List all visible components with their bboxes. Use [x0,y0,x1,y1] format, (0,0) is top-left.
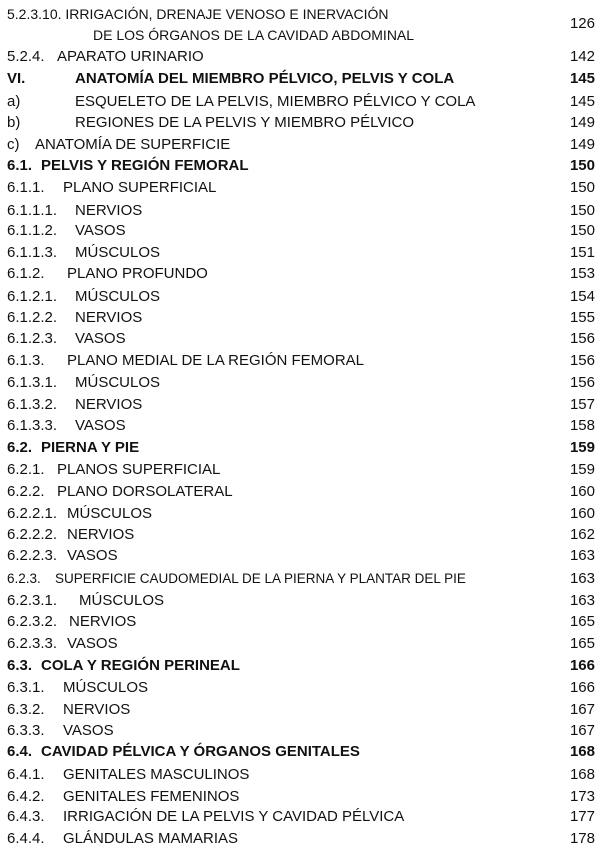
toc-entry-number: 6.4. [7,742,33,760]
toc-entry-number: 5.2.3.10. [7,6,62,22]
toc-entry-title: NERVIOS [75,308,143,326]
toc-entry-title: IRRIGACIÓN DE LA PELVIS Y CAVIDAD PÉLVICA [63,807,405,825]
toc-entry-number: a) [7,92,21,110]
toc-entry-number: 6.1.1. [7,178,45,196]
toc-entry-page: 158 [569,416,595,434]
toc-entry-number: 6.2.2. [7,482,45,500]
toc-entry-title: IRRIGACIÓN, DRENAJE VENOSO E INERVACIÓN [65,6,389,22]
toc-entry-page: 150 [569,221,595,239]
toc-entry-title: NERVIOS [67,525,135,543]
toc-entry-page: 173 [569,787,595,805]
toc-entry-title: PLANO PROFUNDO [67,264,208,282]
toc-entry [7,633,595,653]
toc-entry-title: PIERNA Y PIE [41,438,140,456]
toc-entry-title: NERVIOS [69,612,137,630]
toc-entry-number: 5.2.4. [7,47,45,65]
toc-entry-number: 6.2.3.2. [7,612,58,630]
toc-entry-number: 6.2.3.3. [7,634,58,652]
toc-entry [7,155,595,175]
toc-entry [7,437,595,457]
toc-entry-page: 142 [569,47,595,65]
toc-entry-title: PELVIS Y REGIÓN FEMORAL [41,156,249,174]
toc-entry-title: NERVIOS [63,700,131,718]
toc-entry-page: 160 [569,504,595,522]
toc-entry-title: MÚSCULOS [75,243,161,261]
toc-entry-line-1 [7,4,595,25]
toc-entry-number: 6.1.1.3. [7,243,58,261]
toc-entry [7,307,595,327]
toc-entry-number: 6.4.2. [7,787,45,805]
toc-entry [7,590,595,610]
toc-entry-number: 6.3.2. [7,700,45,718]
toc-entry-page: 150 [569,178,595,196]
toc-entry [7,112,595,132]
toc-entry-page: 160 [569,482,595,500]
toc-entry [7,372,595,392]
toc-entry-title: APARATO URINARIO [57,47,204,65]
toc-entry-page: 167 [569,700,595,718]
toc-entry-title: NERVIOS [75,395,143,413]
toc-entry-page: 156 [569,351,595,369]
toc-entry-page: 145 [569,92,595,110]
toc-entry-page: 159 [569,460,595,478]
toc-entry-page: 149 [569,135,595,153]
toc-entry [7,328,595,348]
toc-entry [7,68,595,88]
toc-entry-title: GENITALES MASCULINOS [63,765,250,783]
toc-entry [7,568,595,588]
toc-entry-title: VASOS [75,416,126,434]
toc-entry-number: 6.1.2. [7,264,45,282]
toc-entry-page: 162 [569,525,595,543]
toc-entry-page: 156 [569,373,595,391]
toc-entry-title: ANATOMÍA DE SUPERFICIE [35,135,231,153]
toc-entry [7,699,595,719]
toc-entry-line-2: DE LOS ÓRGANOS DE LA CAVIDAD ABDOMINAL [93,27,415,43]
toc-entry-title: MÚSCULOS [75,287,161,305]
toc-entry-number: 6.4.1. [7,765,45,783]
toc-entry-page: 165 [569,612,595,630]
toc-entry-page: 178 [569,829,595,847]
toc-entry [7,177,595,197]
toc-entry-number: 6.1.2.2. [7,308,58,326]
toc-entry [7,459,595,479]
toc-entry-page: 150 [569,201,595,219]
toc-entry-page: 149 [569,113,595,131]
toc-entry-page: 126 [569,15,595,32]
toc-entry-page: 163 [569,569,595,587]
toc-entry-number: 6.1.2.1. [7,287,58,305]
toc-entry-title: ANATOMÍA DEL MIEMBRO PÉLVICO, PELVIS Y COLA [75,69,455,87]
toc-entry [7,134,595,154]
toc-entry [7,415,595,435]
toc-entry-number: c) [7,135,20,153]
toc-entry [7,655,595,675]
toc-entry-page: 159 [569,438,595,456]
toc-entry-number: 6.3. [7,656,33,674]
toc-entry-number: 6.3.1. [7,678,45,696]
toc-entry-page: 150 [569,156,595,174]
toc-entry [7,764,595,784]
toc-entry-number: 6.4.4. [7,829,45,847]
toc-entry [7,200,595,220]
toc-entry-number: VI. [7,69,26,87]
toc-entry-title: VASOS [67,546,118,564]
toc-entry-page: 167 [569,721,595,739]
toc-entry-title: VASOS [67,634,118,652]
toc-entry-title: PLANO DORSOLATERAL [57,482,233,500]
toc-entry-page: 157 [569,395,595,413]
toc-entry-5-2-3-10 [7,4,595,46]
toc-entry [7,220,595,240]
toc-entry-page: 153 [569,264,595,282]
toc-entry-title: PLANO MEDIAL DE LA REGIÓN FEMORAL [67,351,365,369]
toc-entry [7,350,595,370]
toc-entry [7,828,595,848]
toc-entry-title: VASOS [75,221,126,239]
toc-entry [7,242,595,262]
toc-entry-page: 166 [569,656,595,674]
toc-entry-page: 165 [569,634,595,652]
toc-entry-number: 6.2.3.1. [7,591,58,609]
toc-entry-page: 154 [569,287,595,305]
toc-entry-number: 6.1.3.3. [7,416,58,434]
toc-entry-title: MÚSCULOS [67,504,153,522]
toc-entry-title: MÚSCULOS [75,373,161,391]
toc-entry [7,46,595,66]
toc-entry [7,677,595,697]
toc-entry-number: 6.1.1.1. [7,201,58,219]
toc-entry-title: VASOS [75,329,126,347]
toc-entry-number: 6.2.2.1. [7,504,58,522]
toc-entry-title: MÚSCULOS [63,678,149,696]
toc-entry-number: 6.4.3. [7,807,45,825]
toc-entry-page: 166 [569,678,595,696]
toc-entry-title: COLA Y REGIÓN PERINEAL [41,656,240,674]
toc-entry-number: 6.1. [7,156,33,174]
toc-entry [7,286,595,306]
toc-entry-number: b) [7,113,21,131]
toc-entry-title: SUPERFICIE CAUDOMEDIAL DE LA PIERNA Y PLANTAR DEL PIE [55,570,466,586]
toc-entry-page: 151 [569,243,595,261]
toc-entry-page: 155 [569,308,595,326]
toc-entry [7,91,595,111]
toc-entry-number: 6.2.1. [7,460,45,478]
toc-entry [7,720,595,740]
toc-entry-page: 168 [569,765,595,783]
toc-entry-number: 6.1.3.1. [7,373,58,391]
toc-entry-page: 156 [569,329,595,347]
toc-entry-number: 6.2.3. [7,570,41,586]
toc-entry-title: GLÁNDULAS MAMARIAS [63,829,239,847]
toc-entry-number: 6.1.3.2. [7,395,58,413]
toc-entry-number: 6.2.2.2. [7,525,58,543]
toc-entry [7,806,595,826]
toc-entry [7,786,595,806]
toc-entry-title: VASOS [63,721,114,739]
toc-entry-page: 163 [569,546,595,564]
toc-entry-page: 177 [569,807,595,825]
toc-entry-title: MÚSCULOS [79,591,165,609]
toc-entry [7,524,595,544]
toc-entry-page: 168 [569,742,595,760]
toc-entry-page: 145 [569,69,595,87]
toc-entry [7,481,595,501]
toc-entry [7,394,595,414]
toc-entry-page: 163 [569,591,595,609]
toc-entry-number: 6.2.2.3. [7,546,58,564]
toc-entry [7,611,595,631]
toc-entry-title: PLANO SUPERFICIAL [63,178,217,196]
toc-entry-number: 6.1.2.3. [7,329,58,347]
toc-entry-title: GENITALES FEMENINOS [63,787,240,805]
toc-entry-title: PLANOS SUPERFICIAL [57,460,221,478]
toc-entry-number: 6.1.1.2. [7,221,58,239]
toc-entry-number: 6.1.3. [7,351,45,369]
toc-entry-title: REGIONES DE LA PELVIS Y MIEMBRO PÉLVICO [75,113,415,131]
toc-entry-number: 6.3.3. [7,721,45,739]
toc-entry [7,503,595,523]
toc-entry-number: 6.2. [7,438,33,456]
toc-entry [7,545,595,565]
toc-entry-title: ESQUELETO DE LA PELVIS, MIEMBRO PÉLVICO Y COLA [75,92,476,110]
toc-entry [7,263,595,283]
toc-entry-title: CAVIDAD PÉLVICA Y ÓRGANOS GENITALES [41,742,360,760]
toc-entry-title: NERVIOS [75,201,143,219]
toc-entry [7,741,595,761]
